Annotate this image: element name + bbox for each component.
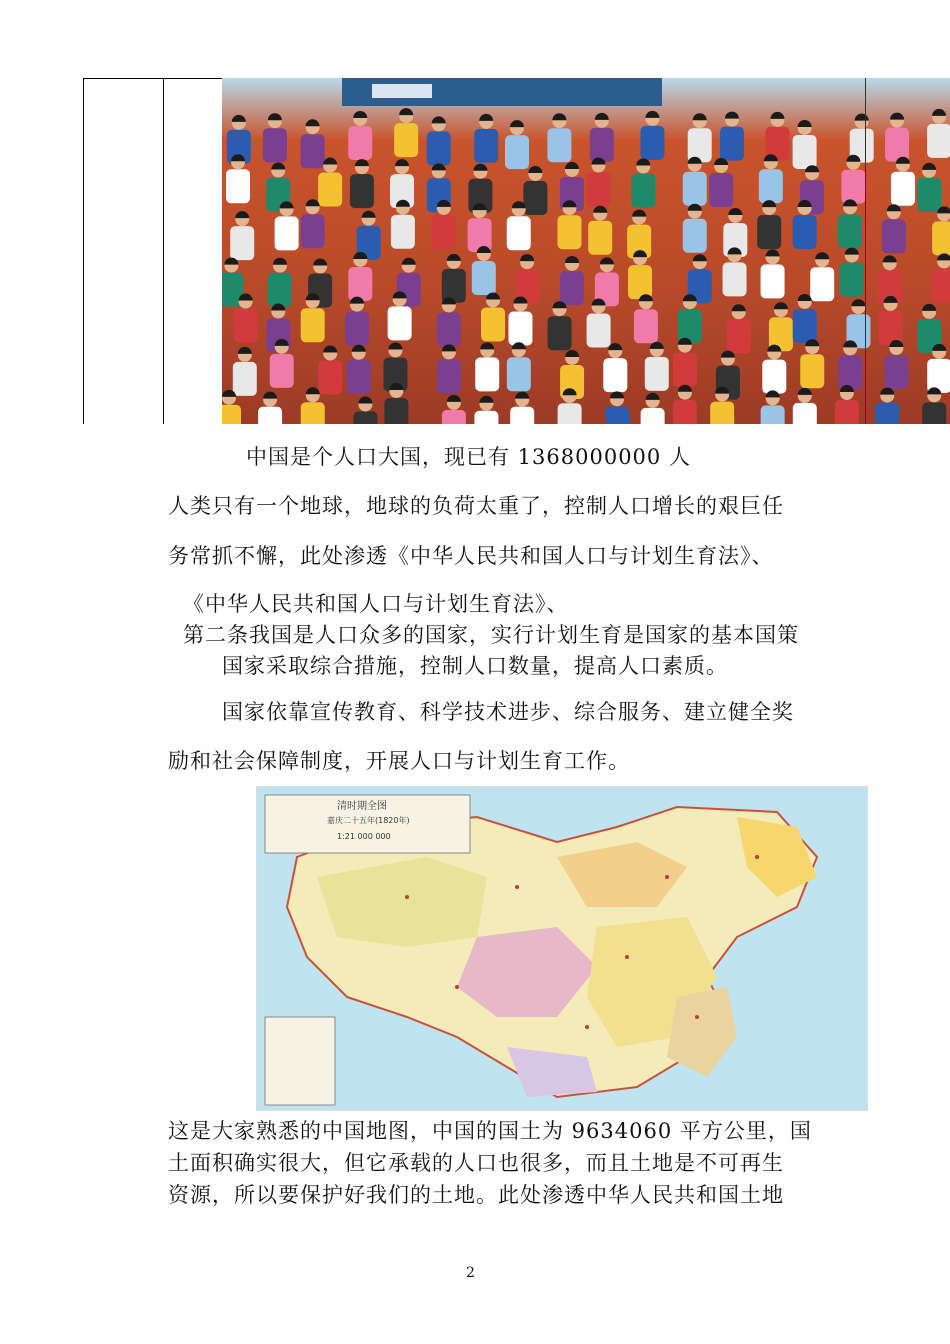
paragraph-education-1: 国家依靠宣传教育、科学技术进步、综合服务、建立健全奖	[222, 700, 794, 724]
crowd-illustration	[222, 78, 950, 424]
paragraph-earth-1: 人类只有一个地球，地球的负荷太重了，控制人口增长的艰巨任	[168, 494, 784, 518]
paragraph-earth-2: 务常抓不懈，此处渗透《中华人民共和国人口与计划生育法》、	[168, 544, 774, 568]
table-border-mid	[163, 78, 164, 424]
paragraph-measures: 国家采取综合措施，控制人口数量，提高人口素质。	[222, 654, 728, 678]
paragraph-map-2: 土面积确实很大，但它承载的人口也很多，而且土地是不可再生	[168, 1151, 784, 1175]
map-title: 清时期全图	[337, 801, 387, 812]
map-scale: 1:21 000 000	[337, 832, 391, 841]
map-legend	[265, 1017, 335, 1105]
table-border-left	[83, 78, 84, 424]
page-number: 2	[466, 1265, 475, 1281]
paragraph-population: 中国是个人口大国，现已有 1368000000 人	[246, 445, 691, 469]
map-illustration	[257, 787, 867, 1110]
photo-divider	[865, 78, 866, 424]
china-map	[256, 786, 868, 1111]
paragraph-article-2: 第二条我国是人口众多的国家，实行计划生育是国家的基本国策	[183, 623, 799, 647]
map-subtitle: 嘉庆二十五年(1820年)	[327, 816, 410, 825]
paragraph-map-3: 资源，所以要保护好我们的土地。此处渗透中华人民共和国土地	[168, 1183, 784, 1207]
paragraph-law-title: 《中华人民共和国人口与计划生育法》、	[183, 592, 569, 616]
crowd-photo	[222, 78, 950, 424]
paragraph-map-1: 这是大家熟悉的中国地图，中国的国土为 9634060 平方公里，国	[168, 1119, 812, 1143]
paragraph-education-2: 励和社会保障制度，开展人口与计划生育工作。	[168, 749, 630, 773]
